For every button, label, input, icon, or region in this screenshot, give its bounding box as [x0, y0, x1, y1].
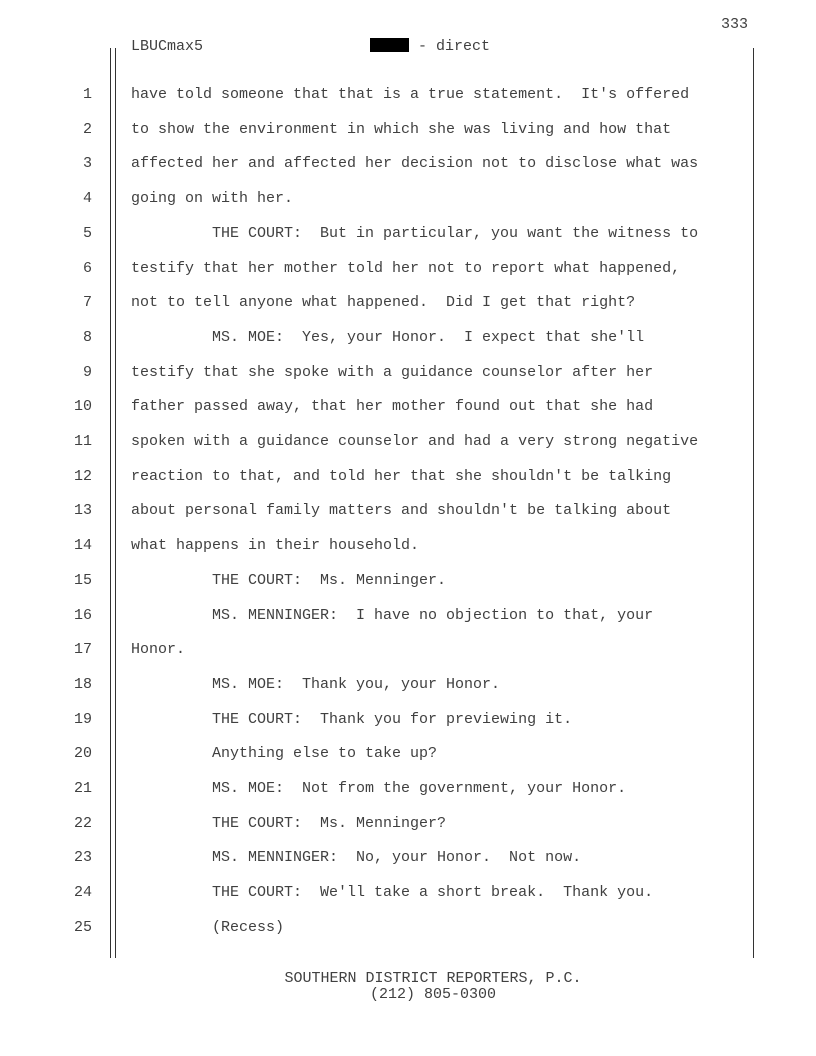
- transcript-line: [0, 884, 816, 904]
- transcript-line: [0, 572, 816, 592]
- line-text: going on with her.: [131, 190, 294, 208]
- line-number: 17: [73, 641, 92, 659]
- line-number: 20: [73, 745, 92, 763]
- transcript-line: [0, 260, 816, 280]
- line-text: spoken with a guidance counselor and had a very strong negative: [131, 433, 699, 450]
- line-number: 3: [82, 155, 92, 173]
- line-text: MS. MENNINGER: I have no objection to that, your: [131, 606, 654, 624]
- line-text: THE COURT: Ms. Menninger.: [131, 571, 447, 589]
- transcript-line: [0, 155, 816, 175]
- line-text: MS. MOE: Thank you, your Honor.: [131, 675, 501, 693]
- line-number: 8: [82, 328, 92, 346]
- line-number: 25: [73, 918, 92, 936]
- header-section: [370, 38, 490, 55]
- line-number: 21: [73, 780, 92, 797]
- redaction-bar: [370, 38, 409, 52]
- line-text: THE COURT: But in particular, you want the witness to: [131, 224, 699, 242]
- transcript-line: [0, 225, 816, 245]
- line-number: 2: [82, 120, 92, 138]
- transcript-line: [0, 815, 816, 835]
- line-number: 6: [82, 259, 92, 277]
- transcript-line: [0, 433, 816, 453]
- line-text: about personal family matters and shouldn't be talking about: [131, 502, 672, 520]
- line-text: THE COURT: We'll take a short break. Thank you.: [131, 884, 654, 902]
- line-number: 23: [73, 849, 92, 867]
- line-number: 7: [82, 294, 92, 312]
- line-number: 14: [73, 537, 92, 555]
- transcript-line: [0, 780, 816, 800]
- transcript-line: [0, 398, 816, 418]
- transcript-line: [0, 329, 816, 349]
- line-text: THE COURT: Thank you for previewing it.: [131, 710, 573, 728]
- line-text: MS. MOE: Yes, your Honor. I expect that she'll: [131, 328, 645, 346]
- line-number: 1: [82, 86, 92, 103]
- transcript-line: [0, 919, 816, 939]
- line-text: reaction to that, and told her that she shouldn't be talking: [131, 467, 672, 485]
- line-text: THE COURT: Ms. Menninger?: [131, 814, 447, 832]
- line-number: 12: [73, 467, 92, 485]
- line-text: testify that she spoke with a guidance counselor after her: [131, 363, 654, 381]
- line-number: 18: [73, 675, 92, 693]
- line-number: 9: [82, 363, 92, 381]
- transcript-line: [0, 537, 816, 557]
- line-text: father passed away, that her mother found out that she had: [131, 398, 654, 416]
- transcript-line: [0, 190, 816, 210]
- footer-company: SOUTHERN DISTRICT REPORTERS, P.C.: [284, 970, 582, 987]
- line-text: have told someone that that is a true statement. It's offered: [131, 86, 690, 103]
- line-number: 16: [73, 606, 92, 624]
- line-number: 4: [82, 190, 92, 208]
- transcript-line: [0, 364, 816, 384]
- line-text: what happens in their household.: [131, 537, 420, 555]
- line-number: 11: [73, 433, 92, 450]
- transcript-line: [0, 502, 816, 522]
- line-text: Anything else to take up?: [131, 745, 438, 763]
- line-text: MS. MENNINGER: No, your Honor. Not now.: [131, 849, 582, 867]
- line-number: 19: [73, 710, 92, 728]
- line-text: Honor.: [131, 641, 186, 659]
- case-code: LBUCmax5: [131, 38, 204, 55]
- transcript-line: [0, 641, 816, 661]
- line-number: 22: [73, 814, 92, 832]
- transcript-line: [0, 607, 816, 627]
- transcript-line: [0, 294, 816, 314]
- line-number: 13: [73, 502, 92, 520]
- line-text: testify that her mother told her not to report what happened,: [131, 259, 681, 277]
- transcript-line: [0, 745, 816, 765]
- line-number: 15: [73, 571, 92, 589]
- line-number: 5: [82, 224, 92, 242]
- section-label: - direct: [418, 38, 491, 55]
- transcript-line: [0, 121, 816, 141]
- transcript-line: [0, 676, 816, 696]
- transcript-line: [0, 711, 816, 731]
- line-text: to show the environment in which she was living and how that: [131, 120, 672, 138]
- footer-phone: (212) 805-0300: [369, 986, 497, 1003]
- transcript-line: [0, 468, 816, 488]
- transcript-line: [0, 86, 816, 106]
- page-number: 333: [720, 16, 748, 33]
- transcript-line: [0, 849, 816, 869]
- line-text: MS. MOE: Not from the government, your Honor.: [131, 780, 627, 797]
- line-text: (Recess): [131, 918, 285, 936]
- line-number: 24: [73, 884, 92, 902]
- line-text: affected her and affected her decision not to disclose what was: [131, 155, 699, 173]
- line-number: 10: [73, 398, 92, 416]
- line-text: not to tell anyone what happened. Did I get that right?: [131, 294, 636, 312]
